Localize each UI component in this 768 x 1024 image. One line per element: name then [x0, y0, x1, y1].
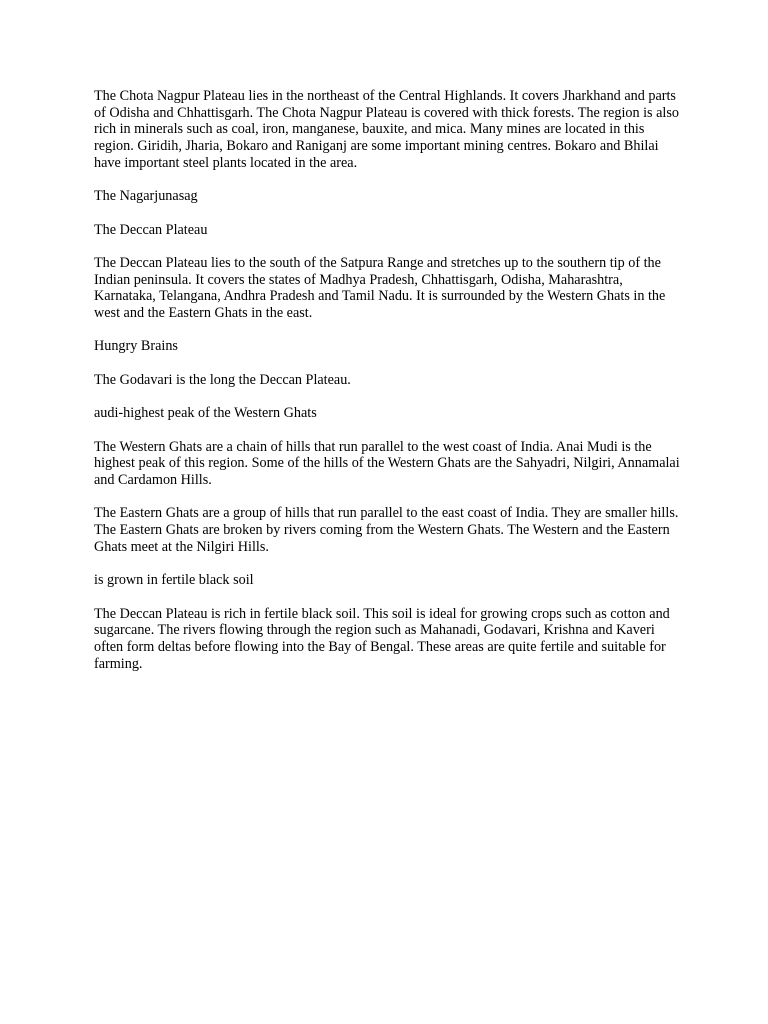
paragraph-godavari: The Godavari is the long the Deccan Plateau. [94, 371, 351, 388]
document-page [94, 88, 684, 689]
paragraph-deccan-plateau: The Deccan Plateau lies to the south of the Satpura Range and stretches up to the southern tip of the Indian peninsula. It covers the states of Madhya Pradesh, Chhattisgarh, Odisha, Maharashtra, Karnataka, Telangana, Andhra Pradesh and Tamil Nadu. It is surrounded by the Western Ghats in the west and the Eastern Ghats in the east. [94, 254, 666, 322]
paragraph-deccan-plateau-heading: The Deccan Plateau [94, 221, 208, 238]
paragraph-highest-peak: audi-highest peak of the Western Ghats [94, 405, 317, 422]
paragraph-black-soil: The Deccan Plateau is rich in fertile black soil. This soil is ideal for growing crops such as cotton and sugarcane. The rivers flowing through the region such as Mahanadi, Godavari, Krishna and Kaveri often form deltas before flowing into the Bay of Bengal. These areas are quite fertile and suitable for farming. [94, 605, 670, 672]
paragraph-hungry-brains: Hungry Brains [94, 338, 178, 355]
paragraph-nagarjunasag: The Nagarjunasag [94, 188, 198, 205]
paragraph-western-ghats: The Western Ghats are a chain of hills that run parallel to the west coast of India. Anai Mudi is the highest peak of this region. Some of the hills of the Western Ghats are the Sahyadri, Nilgiri, Annamalai and Cardamon Hills. [94, 438, 680, 489]
paragraph-eastern-ghats: The Eastern Ghats are a group of hills that run parallel to the east coast of India. They are smaller hills. The Eastern Ghats are broken by rivers coming from the Western Ghats. The Western and the Eastern Ghats meet at the Nilgiri Hills. [94, 505, 679, 555]
paragraph-chota-nagpur-plateau: The Chota Nagpur Plateau lies in the northeast of the Central Highlands. It covers Jharkhand and parts of Odisha and Chhattisgarh. The Chota Nagpur Plateau is covered with thick forests. The region is also rich in minerals such as coal, iron, manganese, bauxite, and mica. Many mines are located in this region. Giridih, Jharia, Bokaro and Raniganj are some important mining centres. Bokaro and Bhilai have important steel plants located in the area. [94, 88, 679, 171]
paragraph-black-soil-heading: is grown in fertile black soil [94, 572, 254, 589]
